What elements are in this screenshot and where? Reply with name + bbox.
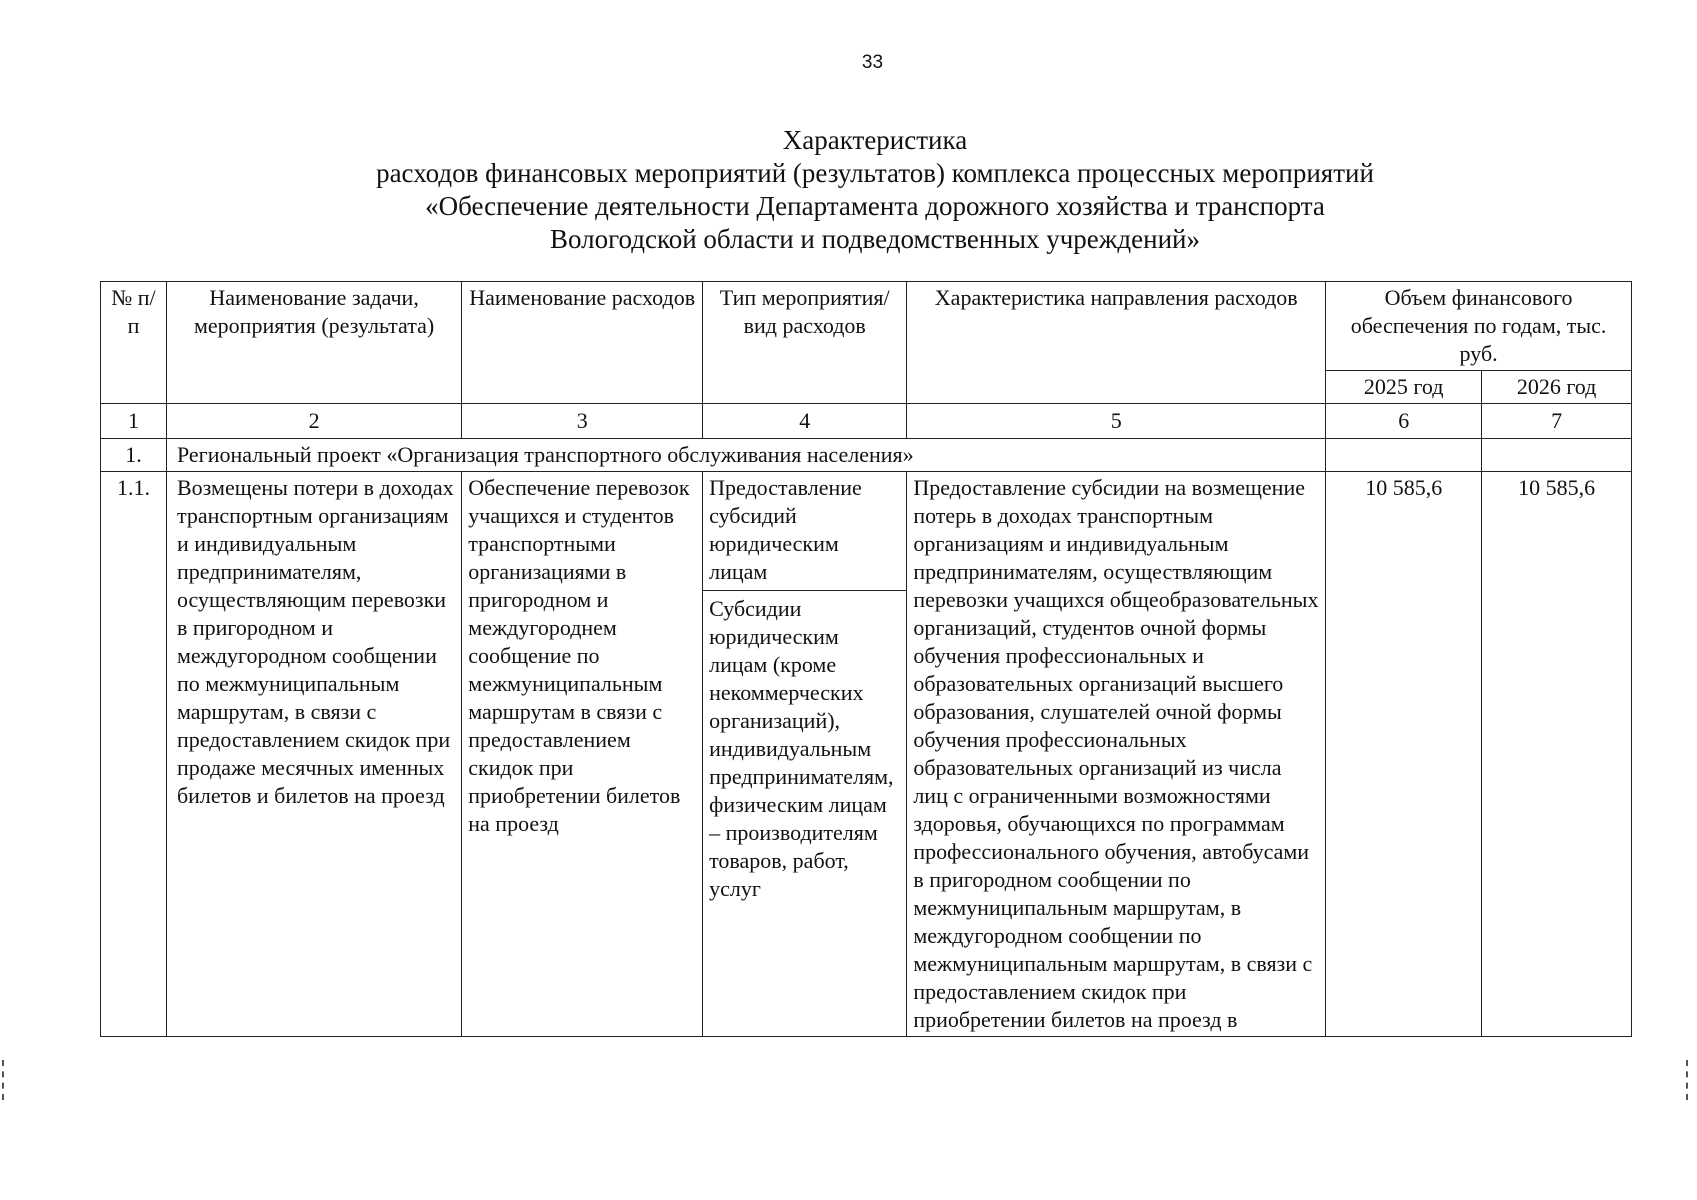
table-row: [101, 472, 1632, 1037]
column-numbers-row: [101, 404, 1632, 439]
header-task: Наименование задачи, мероприятия (результата): [166, 282, 461, 404]
header-row: [101, 282, 1632, 371]
title-line-2: расходов финансовых мероприятий (результатов) комплекса процессных мероприятий: [376, 158, 1374, 188]
col-number-2: 2: [166, 404, 461, 439]
title-line-1: Характеристика: [782, 125, 968, 155]
row-type-bottom: Субсидии юридическим лицам (кроме некоммерческих организаций), индивидуальным предпринимателям, физическим лицам – производителям товаров, работ, услуг: [709, 596, 894, 901]
title-line-3: «Обеспечение деятельности Департамента дорожного хозяйства и транспорта: [425, 191, 1325, 221]
section-empty-2026: [1482, 439, 1632, 472]
row-amount-2025: 10 585,6: [1326, 472, 1482, 1037]
header-volume: Объем финансового обеспечения по годам, тыс. руб.: [1326, 282, 1632, 371]
col-number-1: 1: [101, 404, 167, 439]
row-type: [703, 472, 907, 1037]
row-task: Возмещены потери в доходах транспортным организациям и индивидуальным предпринимателям, осуществляющим перевозки в пригородном и междугородном сообщении по межмуниципальным маршрутам, в связи с предоставлением скидок при продаже месячных именных билетов и билетов на проезд: [166, 472, 461, 1037]
header-year-2025: 2025 год: [1326, 371, 1482, 404]
scan-edge-mark-left: [2, 1060, 12, 1100]
row-amount-2026: 10 585,6: [1482, 472, 1632, 1037]
col-number-4: 4: [703, 404, 907, 439]
section-num: 1.: [101, 439, 167, 472]
header-characteristic: Характеристика направления расходов: [907, 282, 1326, 404]
section-title: Региональный проект «Организация транспортного обслуживания населения»: [166, 439, 1325, 472]
col-number-3: 3: [462, 404, 703, 439]
col-number-7: 7: [1482, 404, 1632, 439]
row-num: 1.1.: [101, 472, 167, 1037]
row-characteristic: Предоставление субсидии на возмещение потерь в доходах транспортным организациям и индивидуальным предпринимателям, осуществляющим перевозки учащихся общеобразовательных организаций, студентов очной формы обучения профессиональных и образовательных организаций высшего образования, слушателей очной формы обучения профессиональных образовательных организаций из числа лиц с ограниченными возможностями здоровья, обучающихся по программам профессионального обучения, автобусами в пригородном сообщении по межмуниципальным маршрутам, в междугородном сообщении по межмуниципальным маршрутам, в связи с предоставлением скидок при приобретении билетов на проезд в: [907, 472, 1326, 1037]
header-num: № п/п: [101, 282, 167, 404]
document-title: [250, 124, 1500, 256]
row-expense-name: Обеспечение перевозок учащихся и студентов транспортными организациями в пригородном и междугороднем сообщение по межмуниципальным маршрутам в связи с предоставлением скидок при приобретении билетов на проезд: [462, 472, 703, 1037]
section-row: [101, 439, 1632, 472]
title-line-4: Вологодской области и подведомственных учреждений»: [550, 224, 1200, 254]
header-type: Тип мероприятия/вид расходов: [703, 282, 907, 404]
expenses-table: [100, 281, 1632, 1037]
header-year-2026: 2026 год: [1482, 371, 1632, 404]
row-type-split: [703, 474, 906, 903]
page-number: 33: [861, 52, 884, 73]
row-type-top: Предоставление субсидий юридическим лицам: [703, 474, 906, 591]
scan-edge-mark-right: [1686, 1060, 1696, 1100]
header-expense-name: Наименование расходов: [462, 282, 703, 404]
col-number-5: 5: [907, 404, 1326, 439]
section-empty-2025: [1326, 439, 1482, 472]
col-number-6: 6: [1326, 404, 1482, 439]
